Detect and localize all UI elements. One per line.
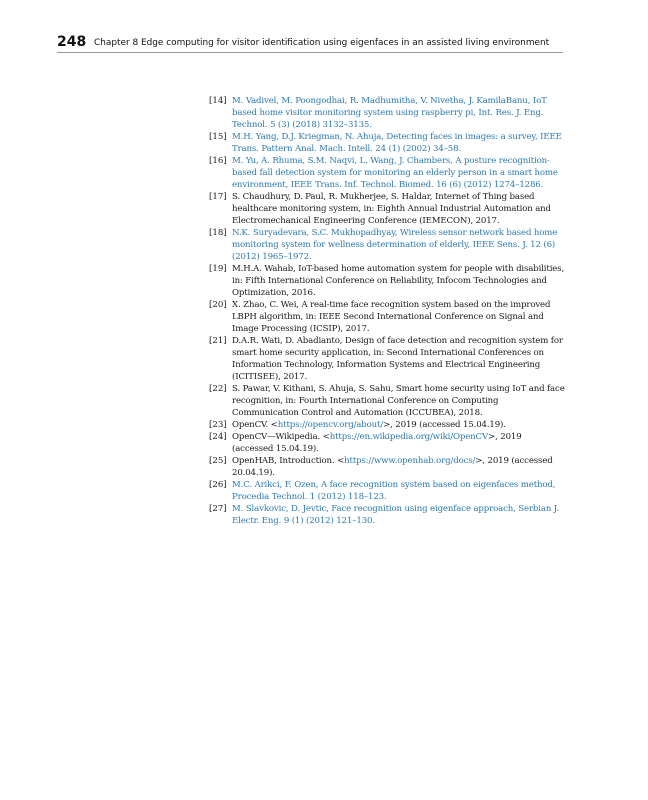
- reference-text[interactable]: M. Vadivel, M. Poongodhai, R. Madhumitha, V. Nivetha, J. KamilaBanu, IoT based home visitor monitoring system using raspberry pi, Int. Res. J. Eng. Technol. 5 (3) (2018) 3132–3135.: [232, 96, 547, 130]
- reference-text[interactable]: M.C. Arikci, F. Ozen, A face recognition system based on eigenfaces method, Procedia Technol. 1 (2012) 118–123.: [232, 480, 556, 502]
- reference-text[interactable]: M. Slavkovic, D. Jevtic, Face recognition using eigenface approach, Serbian J. Electr. Eng. 9 (1) (2012) 121–130.: [232, 504, 560, 526]
- reference-item[interactable]: [209, 155, 565, 191]
- reference-text: [232, 455, 565, 479]
- reference-number: [23]: [209, 420, 227, 430]
- reference-item[interactable]: [209, 131, 565, 155]
- reference-number: [25]: [209, 456, 227, 466]
- reference-number: [27]: [209, 504, 227, 514]
- reference-number: [22]: [209, 384, 227, 394]
- reference-item[interactable]: [209, 479, 565, 503]
- reference-item: [209, 263, 565, 299]
- reference-prefix: OpenHAB, Introduction. <: [232, 456, 345, 466]
- reference-text: X. Zhao, C. Wei, A real-time face recognition system based on the improved LBPH algorithm, in: IEEE Second International Conference on Signal and Image Processing (ICSIP), 2017.: [232, 300, 551, 334]
- reference-suffix: >, 2019 (accessed 20.04.19).: [232, 456, 553, 478]
- chapter-title: Chapter 8 Edge computing for visitor identification using eigenfaces in an assisted living environment: [94, 37, 550, 48]
- reference-text: [232, 419, 565, 431]
- reference-suffix: >, 2019 (accessed 15.04.19).: [383, 420, 506, 430]
- reference-item: [209, 299, 565, 335]
- reference-item[interactable]: [209, 503, 565, 527]
- reference-link[interactable]: https://www.openhab.org/docs/: [344, 456, 476, 466]
- reference-number: [14]: [209, 96, 227, 106]
- reference-number: [21]: [209, 336, 227, 346]
- reference-text: D.A.R. Wati, D. Abadianto, Design of face detection and recognition system for smart home security application, in: Second International Conferences on Information Technology, Information Systems and Electrical Engineering (ICITISEE), 2017.: [232, 336, 563, 382]
- reference-number: [16]: [209, 156, 227, 166]
- reference-text[interactable]: M.H. Yang, D.J. Kriegman, N. Ahuja, Detecting faces in images: a survey, IEEE Trans. Pattern Anal. Mach. Intell. 24 (1) (2002) 34–58.: [232, 132, 562, 154]
- reference-text: M.H.A. Wahab, IoT-based home automation system for people with disabilities, in: Fifth International Conference on Reliability, Infocom Technologies and Optimization, 2016.: [232, 264, 565, 298]
- reference-item: [209, 455, 565, 479]
- reference-number: [26]: [209, 480, 227, 490]
- reference-link[interactable]: https://en.wikipedia.org/wiki/OpenCV: [329, 432, 489, 442]
- reference-item: [209, 431, 565, 455]
- reference-list: [209, 95, 565, 527]
- reference-prefix: OpenCV—Wikipedia. <: [232, 432, 330, 442]
- reference-number: [15]: [209, 132, 227, 142]
- reference-text[interactable]: N.K. Suryadevara, S.C. Mukhopadhyay, Wireless sensor network based home monitoring system for wellness determination of elderly, IEEE Sens. J. 12 (6) (2012) 1965–1972.: [232, 228, 558, 262]
- reference-number: [19]: [209, 264, 227, 274]
- reference-link[interactable]: https://opencv.org/about/: [277, 420, 384, 430]
- running-header: [57, 34, 563, 53]
- reference-suffix: >, 2019 (accessed 15.04.19).: [232, 432, 522, 454]
- reference-number: [20]: [209, 300, 227, 310]
- reference-number: [17]: [209, 192, 227, 202]
- reference-item: [209, 335, 565, 383]
- reference-text: S. Chaudhury, D. Paul, R. Mukherjee, S. Haldar, Internet of Thing based healthcare monitoring system, in: Eighth Annual Industrial Automation and Electromechanical Engineering Conference (IEMECON), 2017.: [232, 192, 551, 226]
- reference-number: [24]: [209, 432, 227, 442]
- reference-text: [232, 431, 565, 455]
- reference-item[interactable]: [209, 227, 565, 263]
- reference-text: S. Pawar, V. Kithani, S. Ahuja, S. Sahu, Smart home security using IoT and face recognition, in: Fourth International Conference on Computing Communication Control and Automation (ICCUBEA), 2018.: [232, 384, 565, 418]
- reference-number: [18]: [209, 228, 227, 238]
- page-number: 248: [57, 34, 87, 50]
- reference-item: [209, 419, 565, 431]
- reference-text[interactable]: M. Yu, A. Rhuma, S.M. Naqvi, L. Wang, J. Chambers, A posture recognition-based fall detection system for monitoring an elderly person in a smart home environment, IEEE Trans. Inf. Technol. Biomed. 16 (6) (2012) 1274–1286.: [232, 156, 558, 190]
- reference-item[interactable]: [209, 95, 565, 131]
- reference-item: [209, 383, 565, 419]
- reference-prefix: OpenCV. <: [232, 420, 278, 430]
- reference-item: [209, 191, 565, 227]
